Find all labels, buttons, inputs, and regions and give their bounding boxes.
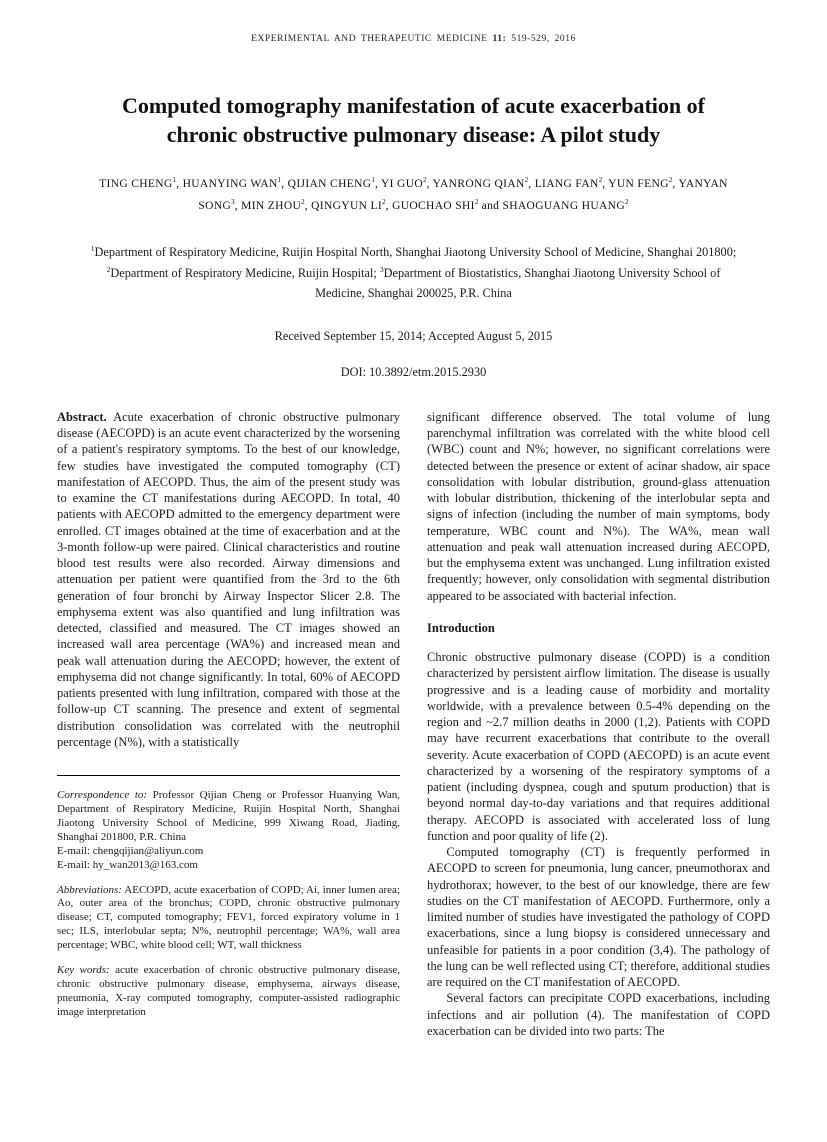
author-affiliation-mark: 2	[625, 198, 629, 207]
author	[311, 200, 392, 212]
author	[503, 200, 629, 212]
author-affiliation-mark: 2	[423, 175, 427, 184]
email-line: E-mail: hy_wan2013@163.com	[57, 858, 198, 871]
author-affiliation-mark: 2	[598, 175, 603, 184]
section-heading-introduction: Introduction	[427, 620, 495, 635]
author-affiliation-mark: 1	[277, 175, 282, 184]
author-name: SHAOGUANG HUANG	[502, 199, 625, 212]
journal-header	[57, 34, 770, 44]
keywords-note	[57, 964, 400, 1020]
correspondence-note	[57, 789, 400, 872]
journal-name: EXPERIMENTAL AND THERAPEUTIC MEDICINE	[251, 34, 488, 44]
author	[381, 175, 433, 190]
doi: DOI: 10.3892/etm.2015.2930	[340, 364, 487, 379]
author-separator: ,	[374, 177, 381, 190]
author	[392, 200, 502, 212]
journal-pages: 519-529, 2016	[511, 34, 576, 44]
author-name: TING CHENG	[99, 177, 173, 190]
author-affiliation-mark: 3	[231, 198, 235, 207]
author-list	[86, 173, 741, 218]
author-separator: ,	[304, 199, 312, 212]
author-affiliation-mark: 1	[172, 175, 177, 184]
abbreviations-label: Abbreviations:	[57, 883, 122, 896]
author-separator: ,	[385, 199, 393, 212]
author	[432, 175, 535, 190]
author-separator: ,	[672, 177, 679, 190]
author-affiliation-mark: 2	[382, 198, 386, 207]
affiliations	[84, 242, 744, 302]
affiliation	[91, 245, 737, 259]
author-separator: ,	[176, 177, 183, 190]
affiliation-text: Department of Respiratory Medicine, Ruijin Hospital;	[110, 265, 380, 280]
intro-paragraph: Several factors can precipitate COPD exacerbations, including infections and air pollution (4). The manifestation of COPD exacerbation can be divided into two parts: The	[427, 991, 770, 1038]
affiliation-mark: 2	[106, 264, 111, 274]
author	[287, 175, 381, 190]
author-affiliation-mark: 2	[524, 175, 529, 184]
abstract-text: Acute exacerbation of chronic obstructive pulmonary disease (AECOPD) is an acute event characterized by the worsening of a patient's respiratory symptoms. To the best of our knowledge, few studies have investigated the computed tomography (CT) manifestation of AECOPD. Thus, the aim of the present study was to examine the CT manifestations during AECOPD. In total, 40 patients with AECOPD admitted to the emergency department were enrolled. CT images obtained at the time of exacerbation and at the 3-month follow-up were paired. Clinical characteristics and routine blood test results were also recorded. Airway dimensions and attenuation per patient were quantified from the 3rd to the 6th generation of four bronchi by Airway Inspector Slicer 2.8. The emphysema extent was also quantified and lung infiltration was detected, classified and measured. The CT images showed an increased wall area percentage (WA%) and increased mean and peak wall attenuation during the AECOPD; however, the extent of emphysema did not change significantly. In total, 60% of AECOPD patients presented with lung infiltration, compared with those at the follow-up CT scanning. The presence and extent of segmental distribution consolidation was correlated with the neutrophil percentage (N%), with a statistically	[57, 409, 400, 749]
author	[534, 175, 609, 190]
article-title: Computed tomography manifestation of acute exacerbation of chronic obstructive pulmonary disease: A pilot study	[122, 93, 705, 148]
two-column-body	[57, 409, 770, 1039]
author-affiliation-mark: 2	[301, 198, 305, 207]
affiliation-mark: 1	[90, 244, 95, 254]
author-separator: ,	[528, 177, 535, 190]
affiliation-text: Department of Respiratory Medicine, Ruijin Hospital North, Shanghai Jiaotong University School of Medicine, Shanghai 201800;	[94, 245, 737, 260]
abbreviations-text: AECOPD, acute exacerbation of COPD; Ai, inner lumen area; Ao, outer area of the bronchus; COPD, chronic obstructive pulmonary disease; CT, computed tomography; FEV1, forced expiratory volume in 1 sec; ILS, interlobular septa; N%, neutrophil percentage; WA%, wall area percentage; WBC, white blood cell; WT, wall thickness	[57, 883, 400, 952]
affiliation	[107, 266, 380, 280]
author-name: YUN FENG	[608, 177, 669, 190]
affiliation-mark: 3	[379, 264, 384, 274]
author-separator: and	[478, 199, 503, 212]
author-name: QINGYUN LI	[311, 199, 383, 212]
keywords-text: acute exacerbation of chronic obstructive pulmonary disease, chronic obstructive pulmonary disease, emphysema, airways disease, pneumonia, X-ray computed tomography, computer-assisted radiographic image interpretation	[57, 964, 401, 1018]
abstract	[57, 409, 400, 750]
intro-paragraph: Computed tomography (CT) is frequently performed in AECOPD to screen for pneumonia, lung cancer, pneumothorax and hydrothorax; however, to the best of our knowledge, there are few studies on the CT manifestation of AECOPD. Furthermore, only a limited number of studies have investigated the pathology of COPD exacerbations, since a lung biopsy is considered unnecessary and unfeasible for patients in a poor condition (3,4). The pathology of the lung can be well reflected using CT; therefore, additional studies are required on the CT manifestation of AECOPD.	[427, 845, 770, 990]
left-column	[57, 409, 400, 1039]
author-separator: ,	[426, 177, 433, 190]
author	[608, 175, 679, 190]
author-separator: ,	[602, 177, 609, 190]
author-name: GUOCHAO SHI	[392, 199, 475, 212]
author-name: MIN ZHOU	[241, 199, 302, 212]
right-column	[427, 409, 770, 1039]
journal-volume: 11:	[492, 34, 507, 44]
author-affiliation-mark: 1	[371, 175, 375, 184]
author-name: QIJIAN CHENG	[287, 177, 372, 190]
author	[99, 175, 183, 190]
intro-paragraph: Chronic obstructive pulmonary disease (COPD) is a condition characterized by persistent airflow limitation. The disease is usually progressive and is a leading cause of morbidity and mortality worldwide, with a prevalence between 0.5-4% depending on the region and ~2.7 million deaths in 2000 (1,2). Patients with COPD may have recurrent exacerbations that contribute to the overall severity. Acute exacerbation of COPD (AECOPD) is an acute event characterized by a worsening of the respiratory symptoms of a patient (including dyspnea, cough and sputum production) that is beyond normal day-to-day variations and that requires additional therapy. AECOPD is associated with accelerated loss of lung function and poor quality of life (2).	[427, 650, 770, 843]
author-affiliation-mark: 2	[474, 198, 479, 207]
author-separator: ,	[234, 199, 242, 212]
author-name: YANRONG QIAN	[432, 177, 525, 190]
author-name: YANYAN SONG	[198, 177, 728, 212]
author-name: HUANYING WAN	[182, 177, 278, 190]
abbreviations-note	[57, 884, 400, 954]
author-affiliation-mark: 2	[668, 175, 673, 184]
affiliation-text: Department of Biostatistics, Shanghai Jiaotong University School of Medicine, Shanghai 200025, P.R. China	[315, 265, 721, 300]
correspondence-label: Correspondence to:	[57, 789, 148, 802]
footnotes	[57, 776, 400, 1020]
author	[241, 200, 311, 212]
abstract-label: Abstract.	[57, 409, 107, 424]
correspondence-text: Professor Qijian Cheng or Professor Huanying Wan, Department of Respiratory Medicine, Ruijin Hospital North, Shanghai Jiaotong University School of Medicine, 999 Xiwang Road, Jiading, Shanghai 201800, P.R. China	[57, 789, 401, 843]
abstract-continued: significant difference observed. The total volume of lung parenchymal infiltration was correlated with the white blood cell (WBC) count and N%; however, no significant correlations were detected between the presence or extent of acinar shadow, air space consolidation with lobular distribution, ground-glass attenuation with lobular distribution, thickening of the interlobular septa and signs of infection (including the number of main symptoms, body temperature, WBC count and N%). The WA%, mean wall attenuation and peak wall attenuation increased during AECOPD, but the emphysema extent was unchanged. Lung infiltration existed frequently; however, only consolidation with segmental distribution appeared to be associated with bacterial infection.	[427, 409, 770, 603]
author-separator: ,	[281, 177, 288, 190]
author	[182, 175, 288, 190]
keywords-label: Key words:	[57, 964, 110, 977]
email-line: E-mail: chengqijian@aliyun.com	[57, 844, 204, 857]
author-name: LIANG FAN	[534, 177, 599, 190]
received-accepted: Received September 15, 2014; Accepted August 5, 2015	[274, 328, 553, 343]
author-name: YI GUO	[381, 177, 424, 190]
